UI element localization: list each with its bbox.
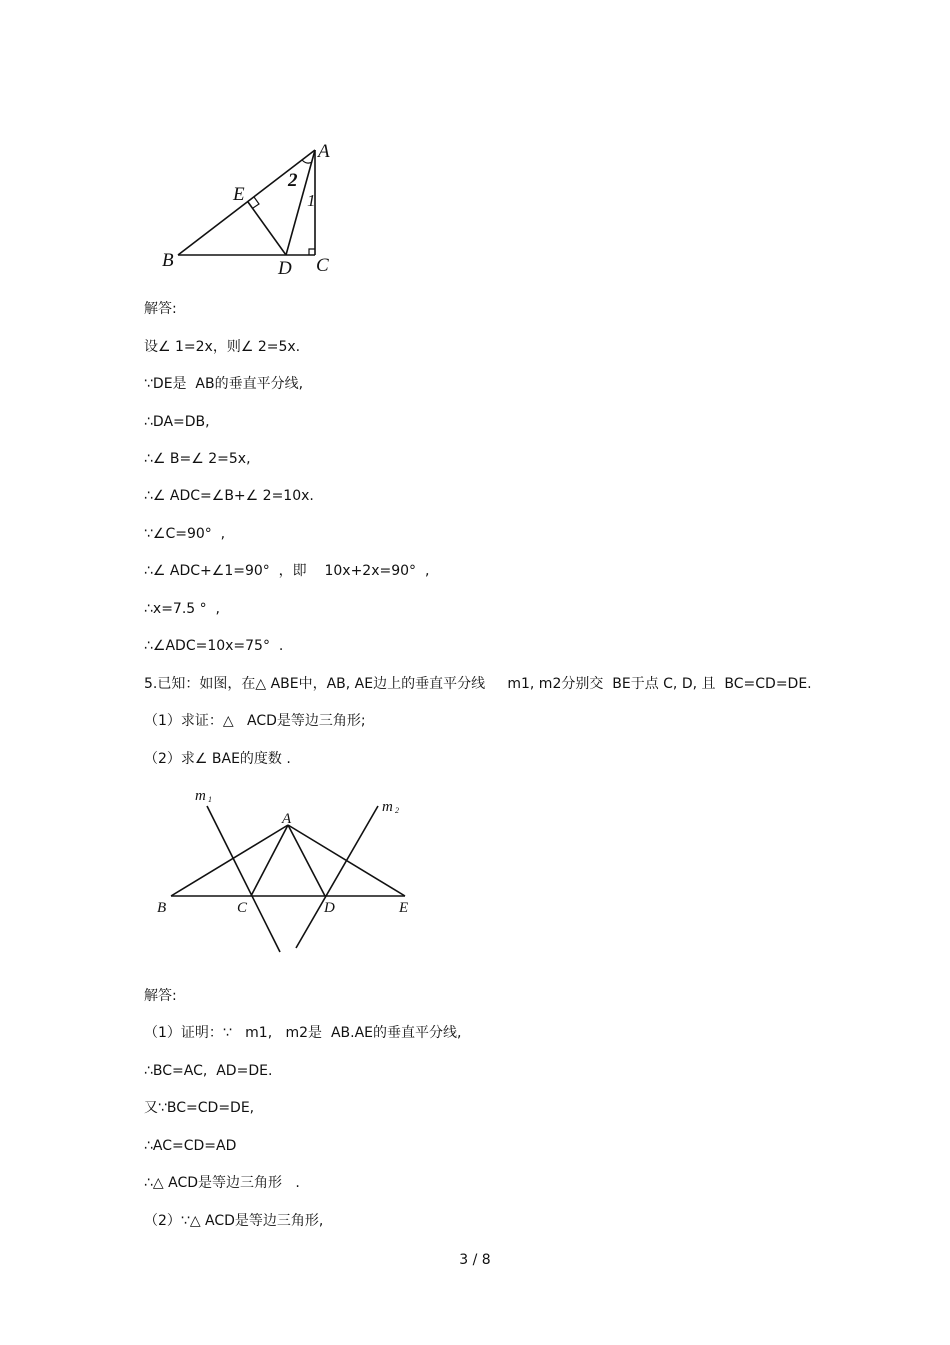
solution2-line: ∴BC=AC, AD=DE. xyxy=(144,1063,273,1079)
label-a: A xyxy=(282,811,292,827)
label-b: B xyxy=(157,900,167,916)
solution1-line: ∵DE是 AB的垂直平分线, xyxy=(144,376,304,392)
label-angle-2: 2 xyxy=(288,170,298,191)
label-m1: m xyxy=(195,788,206,804)
label-b: B xyxy=(162,250,174,271)
solution1-line: ∵∠C=90° , xyxy=(144,526,226,542)
figure-triangle-abe xyxy=(150,785,420,960)
page-number: 3 / 8 xyxy=(459,1252,491,1268)
label-a: A xyxy=(318,141,330,162)
solution1-line: ∴∠ B=∠ 2=5x, xyxy=(144,451,251,467)
solution1-line: 设∠ 1=2x，则∠ 2=5x. xyxy=(144,339,301,355)
segment-ba xyxy=(178,150,315,255)
line-m2 xyxy=(296,806,378,948)
solution2-line: 又∵BC=CD=DE, xyxy=(144,1100,255,1116)
segment-de xyxy=(248,202,286,255)
label-d: D xyxy=(278,258,292,279)
solution1-heading: 解答: xyxy=(144,301,177,317)
segment-ba xyxy=(171,825,288,896)
label-m2: m xyxy=(382,799,393,815)
right-angle-mark-c xyxy=(309,249,315,255)
solution2-line: （2）∵△ ACD是等边三角形, xyxy=(144,1213,324,1229)
triangle-abe-diagram xyxy=(150,785,420,960)
label-e: E xyxy=(399,900,409,916)
problem5-part1: （1）求证：△ ACD是等边三角形; xyxy=(144,713,366,729)
solution2-line: （1）证明：∵ m1, m2是 AB.AE的垂直平分线, xyxy=(144,1025,462,1041)
label-angle-1: 1 xyxy=(307,191,316,210)
label-d: D xyxy=(324,900,335,916)
label-e: E xyxy=(233,184,245,205)
label-c: C xyxy=(237,900,248,916)
label-c: C xyxy=(316,255,329,276)
label-m1-subscript: 1 xyxy=(208,795,212,804)
solution2-heading: 解答: xyxy=(144,988,177,1004)
solution1-line: ∴x=7.5 ° , xyxy=(144,601,220,617)
solution1-line: ∴DA=DB, xyxy=(144,414,210,430)
label-m2-subscript: 2 xyxy=(395,806,399,815)
solution2-line: ∴AC=CD=AD xyxy=(144,1138,237,1154)
right-angle-mark-e xyxy=(253,197,259,208)
angle-2-arc xyxy=(302,160,312,163)
solution2-line: ∴△ ACD是等边三角形 . xyxy=(144,1175,300,1191)
problem5-statement: 5.已知：如图，在△ ABE中，AB, AE边上的垂直平分线 m1, m2分别交 BE于点 C, D, 且 BC=CD=DE. xyxy=(144,676,812,692)
figure-right-triangle xyxy=(150,135,350,285)
problem5-part2: （2）求∠ BAE的度数 . xyxy=(144,751,291,767)
solution1-line: ∴∠ ADC+∠1=90° ，即 10x+2x=90° , xyxy=(144,563,430,579)
line-m1 xyxy=(207,806,280,952)
triangle-abc-diagram xyxy=(150,135,350,285)
solution1-line: ∴∠ ADC=∠B+∠ 2=10x. xyxy=(144,488,314,504)
solution1-line: ∴∠ADC=10x=75° . xyxy=(144,638,284,654)
